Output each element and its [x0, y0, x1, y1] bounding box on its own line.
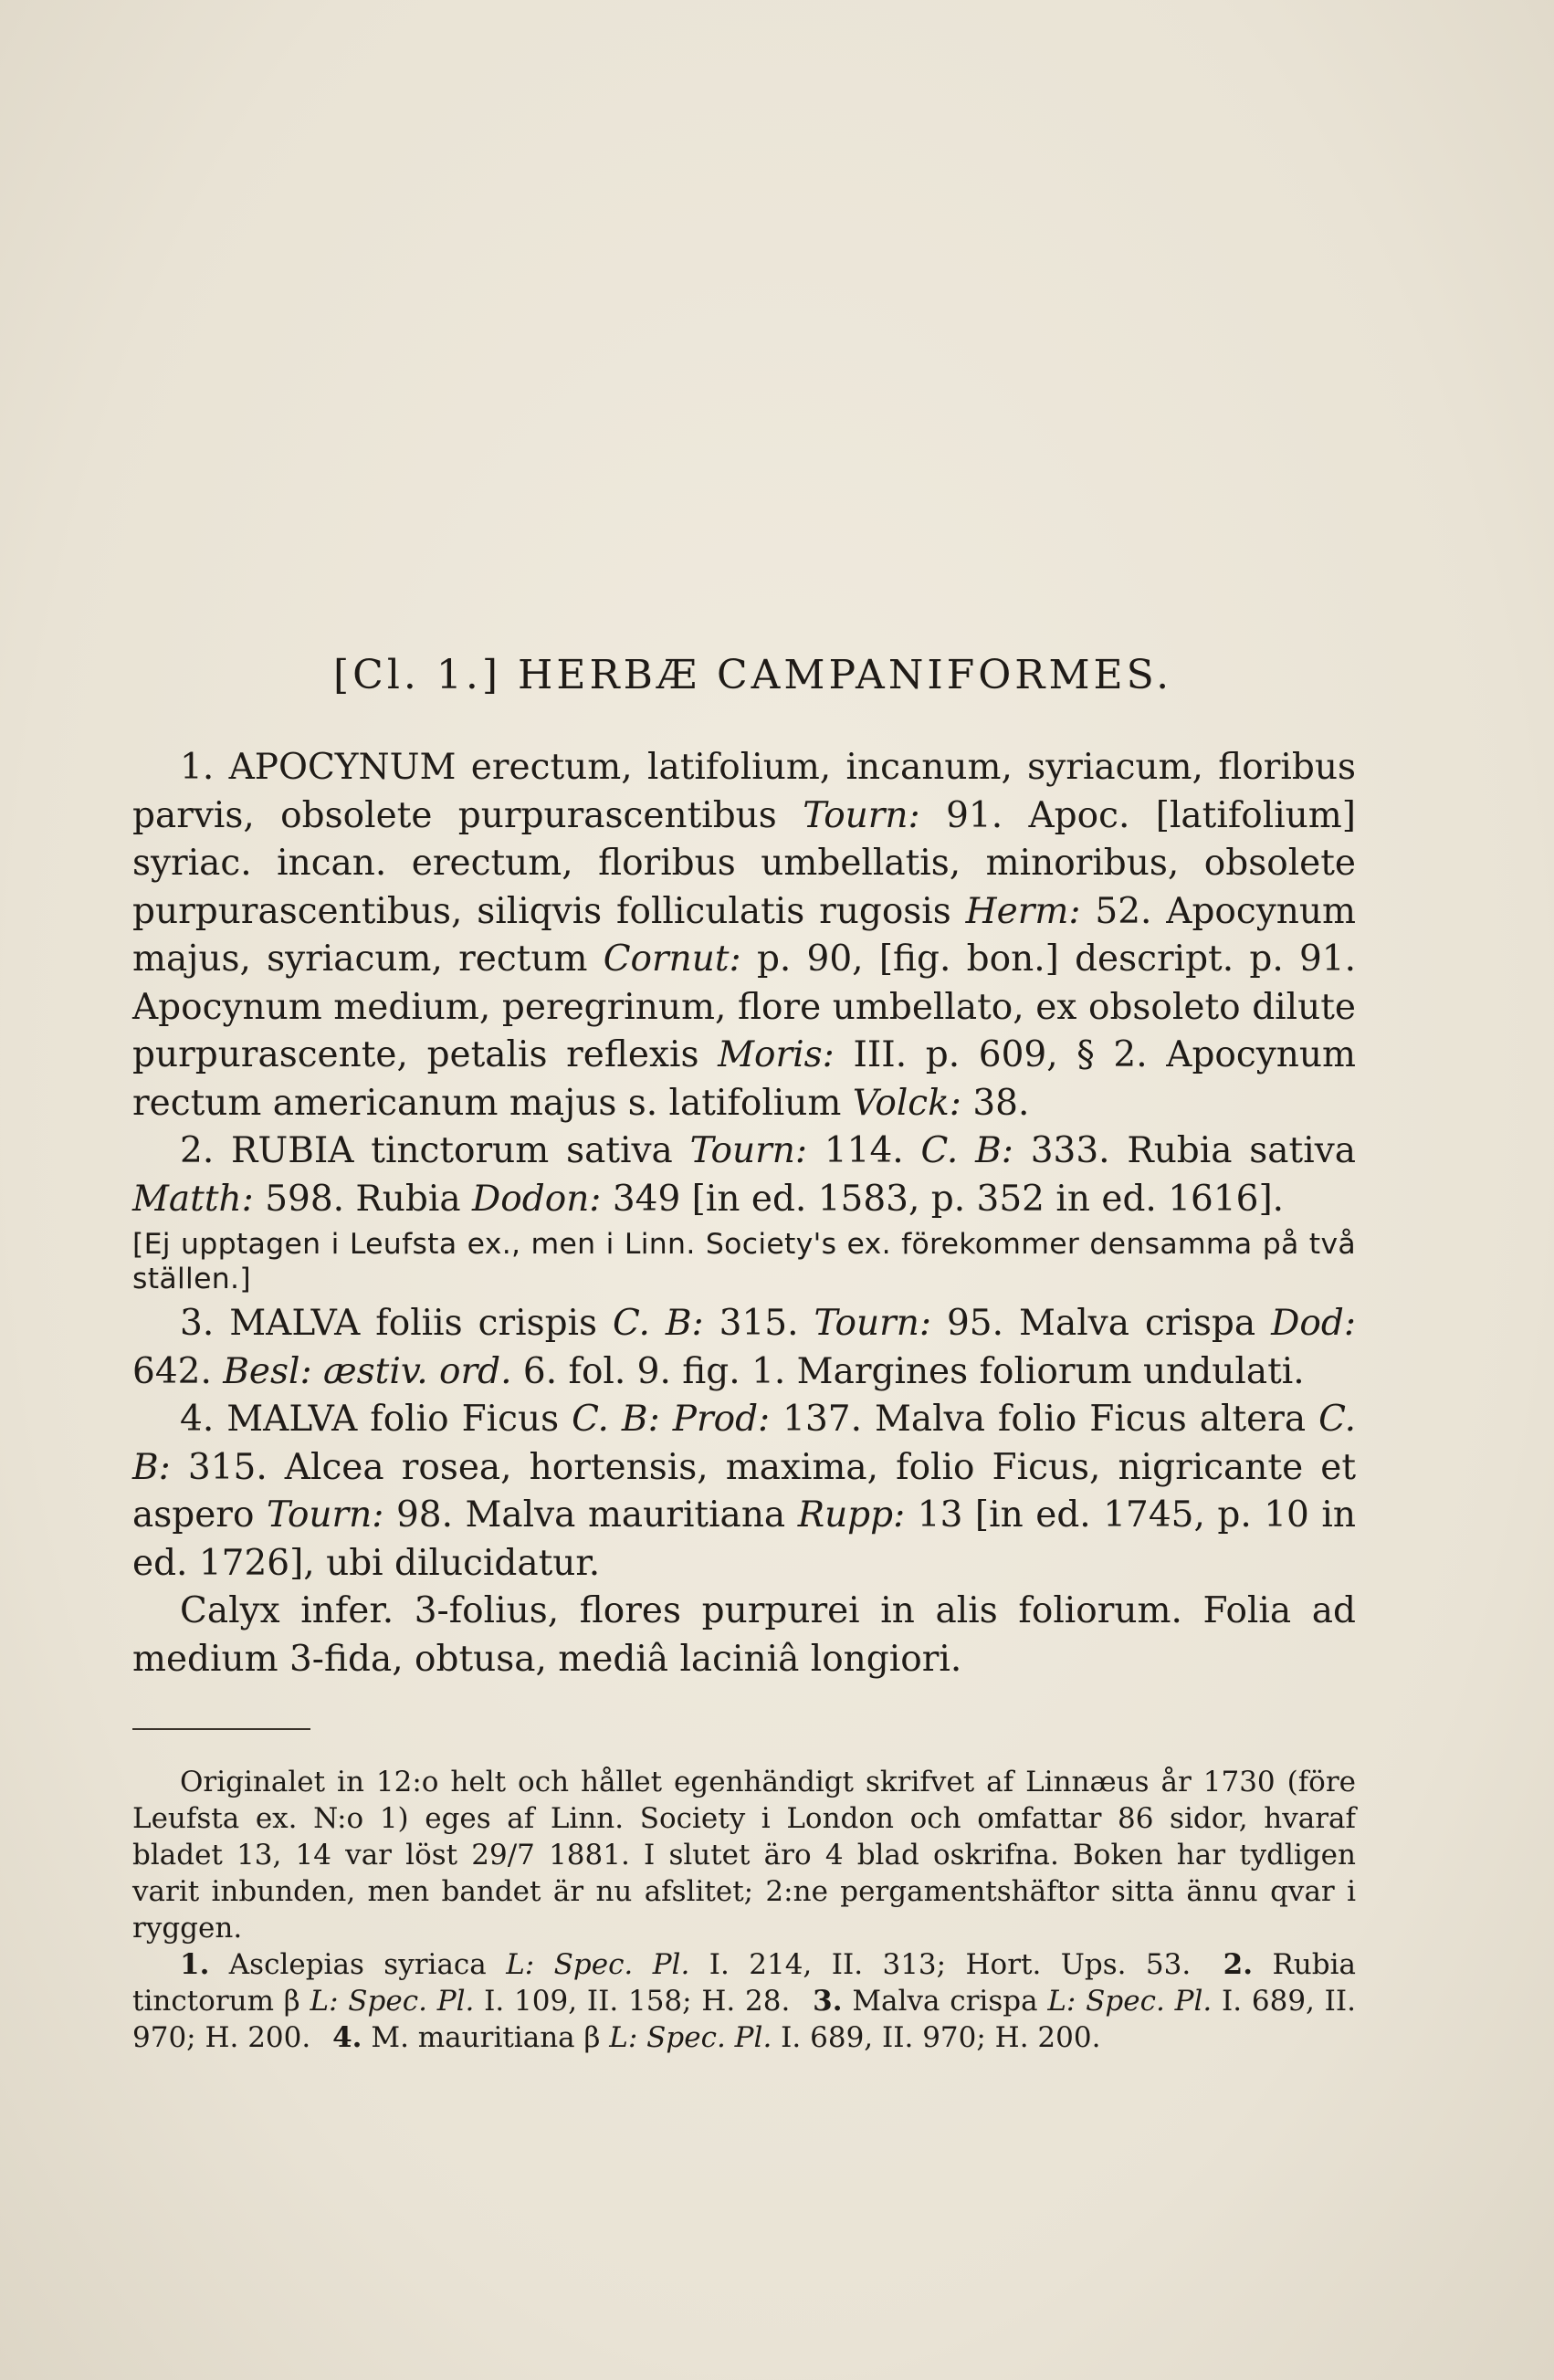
entry-4-description: Calyx infer. 3-folius, flores purpurei in alis foliorum. Folia ad medium 3-fida, obtusa, mediâ laciniâ longiori.	[132, 1590, 1356, 1680]
text-run: MALVA	[226, 1399, 358, 1440]
citation-italic: L: Spec. Pl.	[1047, 1985, 1213, 2018]
citation-italic: Tourn:	[814, 1303, 931, 1344]
text-run: I. 109, II. 158; H. 28.	[474, 1985, 791, 2018]
citation-italic: L: Spec. Pl.	[310, 1985, 475, 2018]
editor-note: [Ej upptagen i Leufsta ex., men i Linn. Society's ex. förekommer densamma på två ställen.]	[132, 1228, 1356, 1295]
citation-italic: Dodon:	[472, 1178, 602, 1220]
text-run: III. p. 609, § 2. Apocynum rectum americanum majus s. latifolium	[132, 1034, 1357, 1124]
entry-text	[132, 1303, 1356, 1392]
text-run: 598. Rubia	[253, 1178, 472, 1220]
text-run: foliis crispis	[360, 1303, 614, 1344]
footnote-ref: 2. Rubia tinctorum β L: Spec. Pl. I. 109, II. 158; H. 28.	[132, 1948, 1356, 2018]
text-run: 137. Malva folio Ficus altera	[770, 1399, 1319, 1440]
text-run: 315. Alcea rosea, hortensis, maxima, folio Ficus, nigricante et aspero	[132, 1446, 1356, 1536]
text-run: Malva crispa	[852, 1985, 1048, 2018]
footnote-rule	[132, 1728, 310, 1730]
entry-2	[132, 1127, 1356, 1223]
text-run: 98. Malva mauritiana	[383, 1494, 798, 1536]
entry-text	[132, 1399, 1356, 1584]
citation-italic: C. B:	[920, 1130, 1013, 1171]
footnote-ref: 4. M. mauritiana β L: Spec. Pl. I. 689, II. 970; H. 200.	[332, 2021, 1101, 2054]
text-run: 642.	[132, 1350, 224, 1392]
citation-italic: C. B:	[132, 1399, 1356, 1488]
entry-text	[132, 1130, 1356, 1220]
citation-italic: C. B:	[613, 1303, 704, 1344]
text-run: 315.	[703, 1303, 814, 1344]
entry-text	[132, 747, 1356, 1124]
text-run: M. mauritiana β	[371, 2021, 610, 2054]
text-run: APOCYNUM	[228, 747, 457, 788]
citation-italic: Tourn:	[803, 794, 920, 836]
entry-4	[132, 1396, 1356, 1588]
text-run: 52. Apocynum majus, syriacum, rectum	[132, 890, 1356, 980]
entry-number: 1.	[180, 747, 215, 788]
text-run: 6. fol. 9. fig. 1. Margines foliorum undulati.	[511, 1350, 1305, 1392]
text-run: 38.	[961, 1082, 1030, 1124]
entry-number: 3.	[180, 1303, 215, 1344]
citation-italic: Dod:	[1271, 1303, 1356, 1344]
text-run: Rubia tinctorum β	[132, 1948, 1356, 2018]
text-run: erectum, latifolium, incanum, syriacum, floribus parvis, obsolete purpurascentibus	[132, 747, 1356, 836]
footnote-ref: 3. Malva crispa L: Spec. Pl. I. 689, II. 970; H. 200.	[132, 1985, 1357, 2054]
citation-italic: Matth:	[132, 1178, 254, 1220]
citation-italic: L: Spec. Pl.	[609, 2021, 772, 2054]
entry-number: 2.	[180, 1130, 215, 1171]
section-heading: [Cl. 1.] HERBÆ CAMPANIFORMES.	[333, 652, 1173, 698]
citation-italic: Moris:	[718, 1034, 835, 1075]
citation-italic: Rupp:	[797, 1494, 906, 1536]
citation-italic: Cornut:	[603, 938, 741, 980]
footnote-ref: 1. Asclepias syriaca L: Spec. Pl. I. 214, II. 313; Hort. Ups. 53.	[180, 1948, 1192, 1981]
citation-italic: C. B: Prod:	[572, 1399, 771, 1440]
citation-italic: L: Spec. Pl.	[506, 1948, 690, 1981]
text-run: MALVA	[229, 1303, 361, 1344]
footnote-references	[132, 1946, 1356, 2056]
text-run: 333. Rubia sativa	[1013, 1130, 1356, 1171]
text-run: Asclepias syriaca	[228, 1948, 507, 1981]
text-run: I. 689, II. 970; H. 200.	[132, 1985, 1357, 2054]
text-run: folio Ficus	[357, 1399, 572, 1440]
citation-italic: Volck:	[852, 1082, 961, 1124]
text-run: 95. Malva crispa	[931, 1303, 1272, 1344]
main-text	[132, 744, 1356, 1683]
text-run: I. 214, II. 313; Hort. Ups. 53.	[689, 1948, 1192, 1981]
text-run: 13 [in ed. 1745, p. 10 in ed. 1726], ubi dilucidatur.	[132, 1494, 1356, 1584]
footnote-intro: Originalet in 12:o helt och hållet egenhändigt skrifvet af Linnæus år 1730 (före Leufsta ex. N:o 1) eges af Linn. Society i London och omfattar 86 sidor, hvaraf bladet 13, 14 var löst 29/7 1881. I slutet äro 4 blad oskrifna. Boken har tydligen varit inbunden, men bandet är nu afslitet; 2:ne pergamentshäftor sitta ännu qvar i ryggen.	[132, 1766, 1356, 1945]
citation-italic: Besl: æstiv. ord.	[223, 1350, 512, 1392]
footnotes	[132, 1764, 1356, 2056]
citation-italic: Tourn:	[266, 1494, 384, 1536]
citation-italic: Tourn:	[689, 1130, 808, 1171]
text-run: RUBIA	[231, 1130, 354, 1171]
entry-1	[132, 744, 1356, 1127]
citation-italic: Herm:	[965, 890, 1081, 932]
text-run: I. 689, II. 970; H. 200.	[772, 2021, 1101, 2054]
entry-3	[132, 1300, 1356, 1396]
entry-number: 4.	[180, 1399, 215, 1440]
text-run: 91. Apoc. [latifolium] syriac. incan. erectum, floribus umbellatis, minoribus, obsolete purpurascentibus, siliqvis folliculatis rugosis	[132, 794, 1356, 932]
text-run: 349 [in ed. 1583, p. 352 in ed. 1616].	[601, 1178, 1285, 1220]
text-run: tinctorum sativa	[353, 1130, 690, 1171]
text-run: p. 90, [fig. bon.] descript. p. 91. Apocynum medium, peregrinum, flore umbellato, ex obsoleto dilute purpurascente, petalis reflexis	[132, 938, 1356, 1075]
text-run: 114.	[807, 1130, 921, 1171]
